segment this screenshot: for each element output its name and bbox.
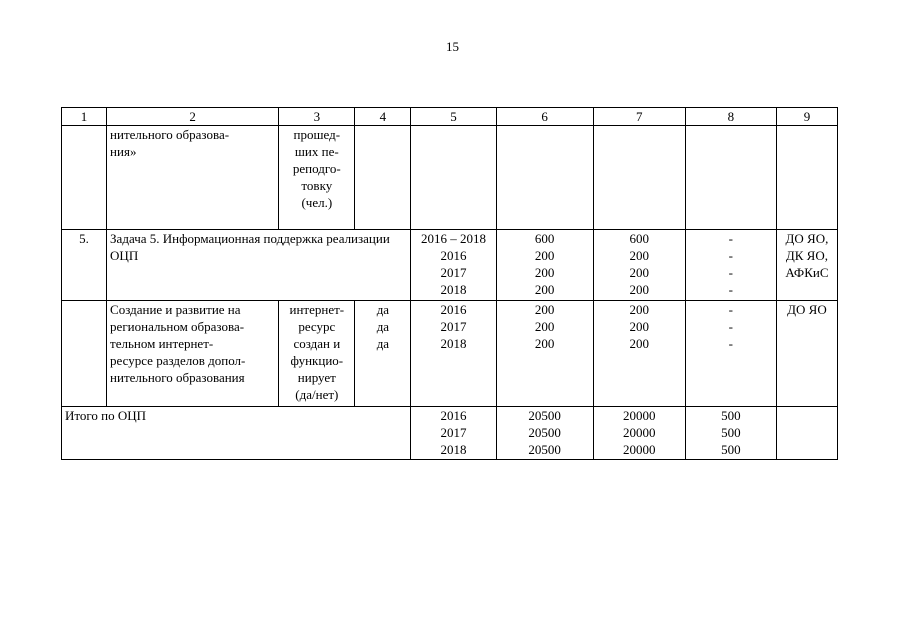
col8-cell: 500 500 500 [685, 407, 776, 460]
total-label-cell: Итого по ОЦП [62, 407, 411, 460]
col6-cell [496, 126, 593, 230]
years-cell: 2016 2017 2018 [411, 301, 496, 407]
header-cell: 1 [62, 108, 107, 126]
header-cell: 4 [355, 108, 411, 126]
header-cell: 7 [593, 108, 685, 126]
task-number-cell: 5. [62, 230, 107, 301]
executor-cell: ДО ЯО [776, 301, 837, 407]
table-row-total [62, 407, 838, 460]
header-cell: 2 [107, 108, 279, 126]
col8-cell [685, 126, 776, 230]
col7-cell: 600 200 200 200 [593, 230, 685, 301]
years-cell: 2016 2017 2018 [411, 407, 496, 460]
number-cell [62, 301, 107, 407]
table-row-task [62, 230, 838, 301]
number-cell [62, 126, 107, 230]
col8-cell: - - - - [685, 230, 776, 301]
col8-cell: - - - [685, 301, 776, 407]
program-table [61, 107, 838, 460]
table-row-continuation [62, 126, 838, 230]
indicator-cell: прошед- ших пе- реподго- товку (чел.) [279, 126, 355, 230]
indicator-cell: интернет- ресурс создан и функцио- нирует (да/нет) [279, 301, 355, 407]
col7-cell: 20000 20000 20000 [593, 407, 685, 460]
col6-cell: 600 200 200 200 [496, 230, 593, 301]
col6-cell: 20500 20500 20500 [496, 407, 593, 460]
activity-name-cell: нительного образова- ния» [107, 126, 279, 230]
header-cell: 3 [279, 108, 355, 126]
years-cell: 2016 – 2018 2016 2017 2018 [411, 230, 496, 301]
header-cell: 8 [685, 108, 776, 126]
page-number: 15 [446, 39, 459, 54]
header-cell: 5 [411, 108, 496, 126]
executor-cell [776, 126, 837, 230]
value-cell: да да да [355, 301, 411, 407]
executor-cell: ДО ЯО, ДК ЯО, АФКиС [776, 230, 837, 301]
header-cell: 6 [496, 108, 593, 126]
col7-cell: 200 200 200 [593, 301, 685, 407]
table-row-activity [62, 301, 838, 407]
col6-cell: 200 200 200 [496, 301, 593, 407]
value-cell [355, 126, 411, 230]
header-cell: 9 [776, 108, 837, 126]
task-title-cell: Задача 5. Информационная поддержка реализации ОЦП [107, 230, 411, 301]
col7-cell [593, 126, 685, 230]
years-cell [411, 126, 496, 230]
executor-cell [776, 407, 837, 460]
header-row [62, 108, 838, 126]
activity-name-cell: Создание и развитие на региональном образова- тельном интернет- ресурсе разделов допол- нительного образования [107, 301, 279, 407]
